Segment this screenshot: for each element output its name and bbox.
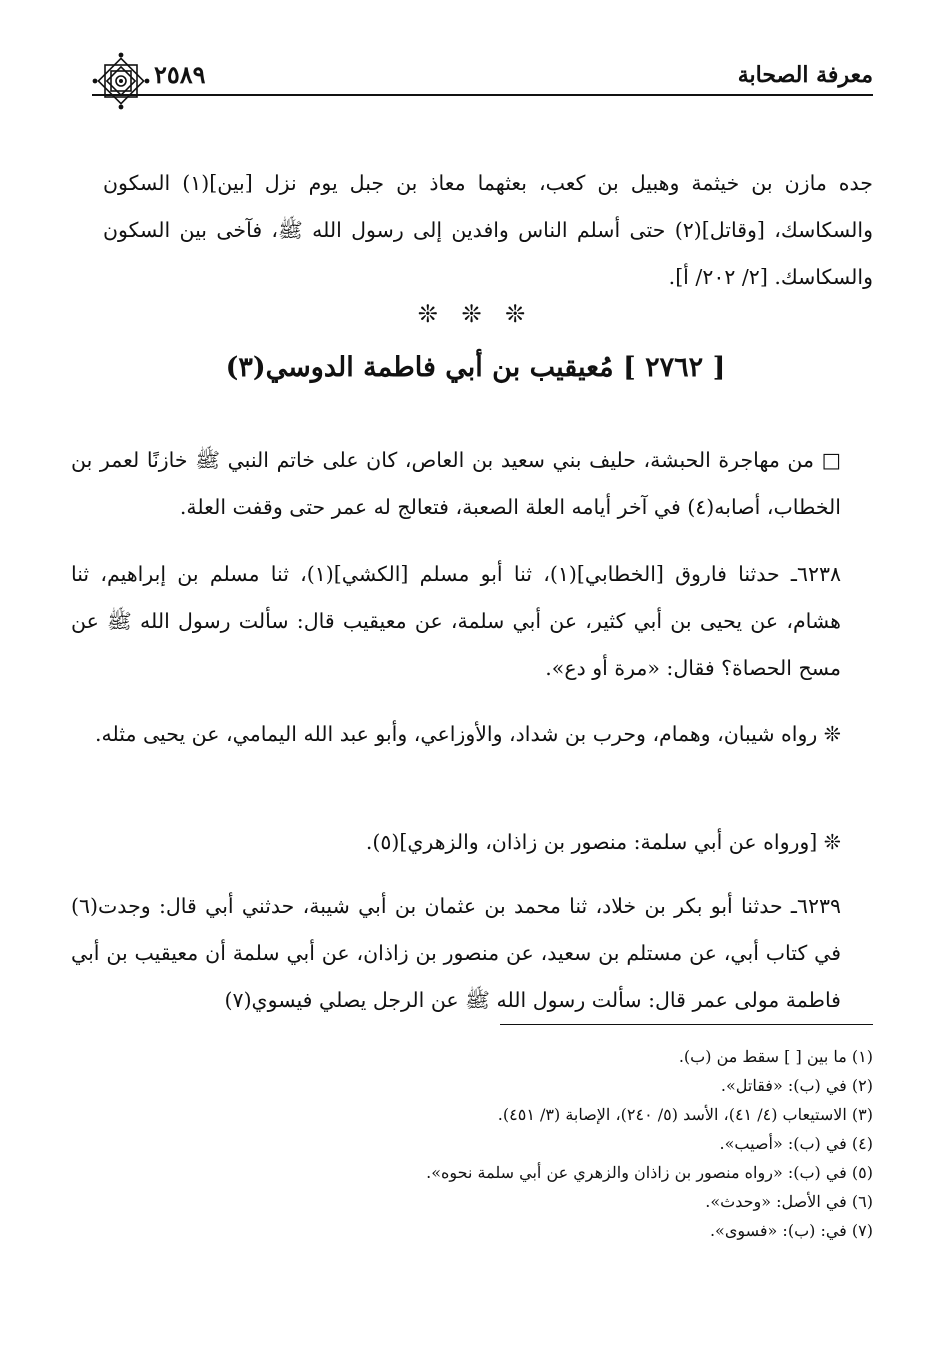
running-title: معرفة الصحابة	[737, 62, 873, 88]
footnote: (١) ما بين [ ] سقط من (ب).	[678, 1047, 873, 1066]
footnote: (٥) في (ب): «رواه منصور بن زاذان والزهري عن أبي سلمة نحوه».	[426, 1163, 873, 1182]
ornament-star-icon	[92, 52, 150, 110]
footnote: (٧) في: (ب): «فسوى».	[709, 1221, 873, 1240]
header-rule	[92, 94, 873, 96]
page-header	[92, 58, 873, 94]
page-number: ٢٥٨٩	[154, 60, 206, 89]
hadith-6238: ٦٢٣٨ـ حدثنا فاروق [الخطابي](١)، ثنا أبو مسلم [الكشي](١)، ثنا مسلم بن إبراهيم، ثنا هشام، عن يحيى بن أبي كثير، عن أبي سلمة، عن معيقيب قال: سألت رسول الله ﷺ عن مسح الحصاة؟ فقال: «مرة أو دع».	[71, 561, 841, 680]
hadith-6239: ٦٢٣٩ـ حدثنا أبو بكر بن خلاد، ثنا محمد بن عثمان بن أبي شيبة، حدثني أبي قال: وجدت(٦) في كتاب أبي، عن مستلم بن سعيد، عن منصور بن زاذان، عن أبي سلمة أن معيقيب بن أبي فاطمة مولى عمر قال: سألت رسول الله ﷺ عن الرجل يصلي فيسوي(٧)	[71, 893, 841, 1012]
entry-heading: [ ٢٧٦٢ ] مُعيقيب بن أبي فاطمة الدوسي(٣)	[225, 352, 726, 383]
section-separator-stars: ❊ ❊ ❊	[417, 300, 534, 328]
narration-note-1: ❊ رواه شيبان، وهمام، وحرب بن شداد، والأوزاعي، وأبو عبد الله اليمامي، عن يحيى مثله.	[94, 721, 841, 746]
footnote: (٦) في الأصل: «وحدث».	[705, 1192, 873, 1211]
footnote-rule	[500, 1024, 873, 1025]
paragraph-continuation: جده مازن بن خيثمة وهبيل بن كعب، بعثهما معاذ بن جبل يوم نزل [بين](١) السكون والسكاسك، [وقاتل](٢) حتى أسلم الناس وافدين إلى رسول الله ﷺ، فآخى بين السكون والسكاسك. [٢/ ٢٠٢/ أ].	[103, 170, 873, 289]
footnote: (٤) في (ب): «أصيب».	[719, 1134, 873, 1153]
footnote: (٣) الاستيعاب (٤/ ٤١)، الأسد (٥/ ٢٤٠)، الإصابة (٣/ ٤٥١).	[497, 1105, 873, 1124]
footnotes-list	[83, 1042, 873, 1245]
entry-biography: □ من مهاجرة الحبشة، حليف بني سعيد بن العاص، كان على خاتم النبي ﷺ خازنًا لعمر بن الخطاب، أصابه(٤) في آخر أيامه العلة الصعبة، فتعالج له عمر حتى وقفت العلة.	[71, 447, 841, 519]
footnote: (٢) في (ب): «فقاتل».	[720, 1076, 873, 1095]
narration-note-2: ❊ [ورواه عن أبي سلمة: منصور بن زاذان، والزهري](٥).	[365, 829, 841, 854]
